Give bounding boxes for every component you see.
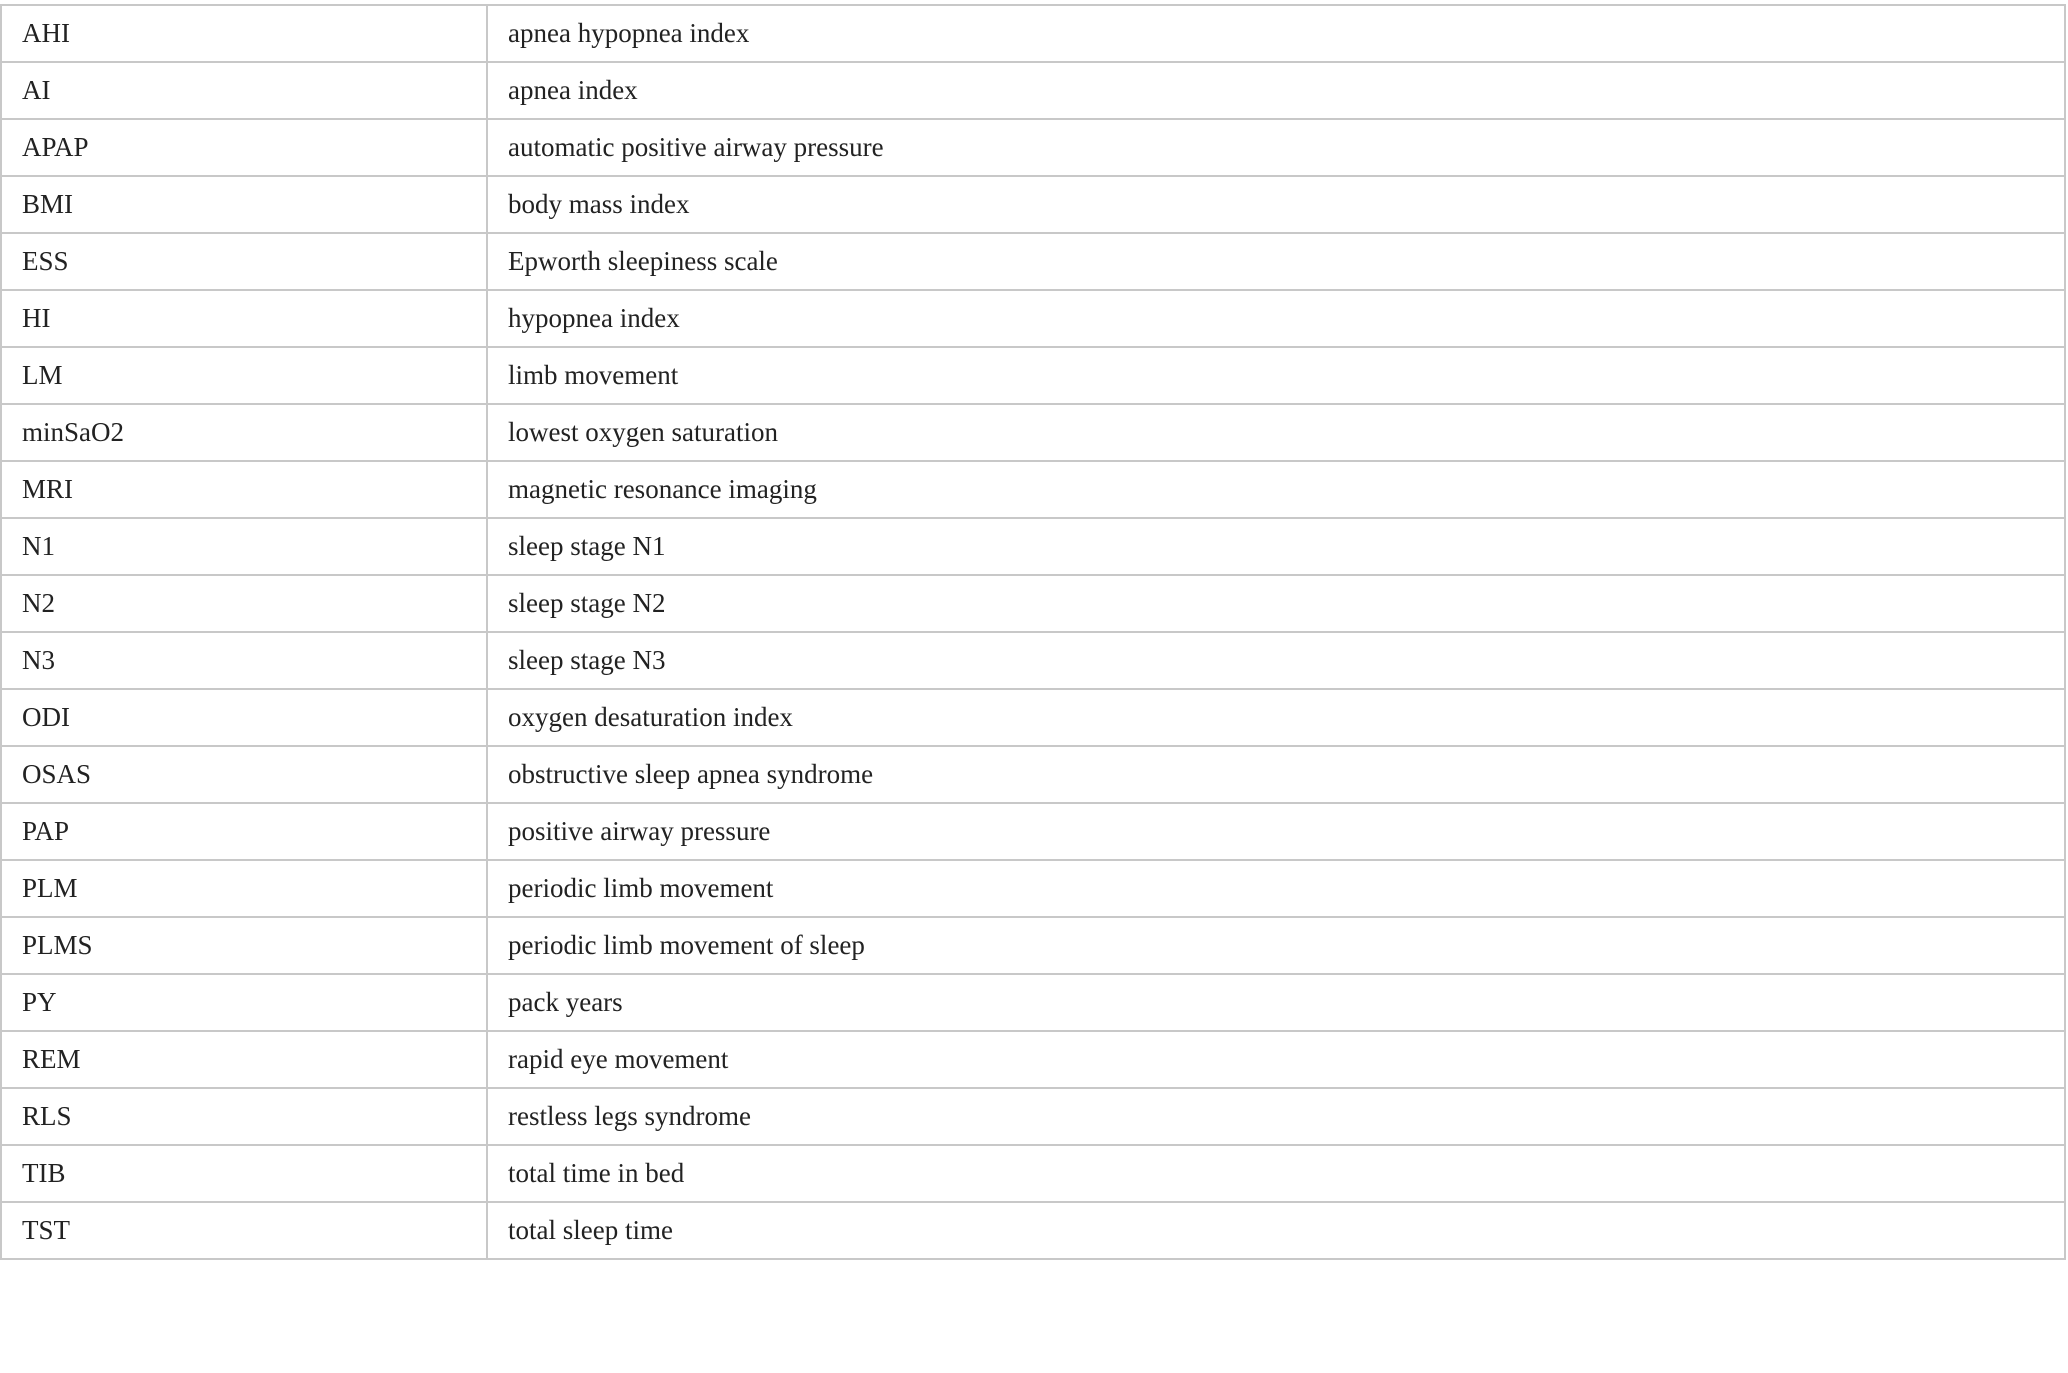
definition-cell: pack years xyxy=(487,974,2065,1031)
definition-cell: lowest oxygen saturation xyxy=(487,404,2065,461)
definition-cell: total sleep time xyxy=(487,1202,2065,1259)
table-row xyxy=(1,1145,2065,1202)
table-row xyxy=(1,575,2065,632)
table-row xyxy=(1,1031,2065,1088)
table-row xyxy=(1,62,2065,119)
definition-cell: sleep stage N1 xyxy=(487,518,2065,575)
table-row xyxy=(1,1088,2065,1145)
definition-cell: body mass index xyxy=(487,176,2065,233)
table-row xyxy=(1,518,2065,575)
table-row xyxy=(1,119,2065,176)
abbreviation-cell: REM xyxy=(1,1031,487,1088)
abbreviation-cell: N2 xyxy=(1,575,487,632)
table-row xyxy=(1,404,2065,461)
table-row xyxy=(1,5,2065,62)
table-row xyxy=(1,632,2065,689)
definition-cell: hypopnea index xyxy=(487,290,2065,347)
abbreviation-cell: HI xyxy=(1,290,487,347)
abbreviation-cell: OSAS xyxy=(1,746,487,803)
table-row xyxy=(1,803,2065,860)
abbreviation-cell: APAP xyxy=(1,119,487,176)
abbreviation-cell: ODI xyxy=(1,689,487,746)
table-row xyxy=(1,689,2065,746)
abbreviation-cell: N3 xyxy=(1,632,487,689)
definition-cell: periodic limb movement xyxy=(487,860,2065,917)
definition-cell: total time in bed xyxy=(487,1145,2065,1202)
abbreviation-cell: BMI xyxy=(1,176,487,233)
abbreviations-table xyxy=(0,4,2066,1260)
abbreviation-cell: PAP xyxy=(1,803,487,860)
table-row xyxy=(1,974,2065,1031)
definition-cell: periodic limb movement of sleep xyxy=(487,917,2065,974)
definition-cell: restless legs syndrome xyxy=(487,1088,2065,1145)
table-row xyxy=(1,461,2065,518)
table-row xyxy=(1,233,2065,290)
abbreviation-cell: TST xyxy=(1,1202,487,1259)
definition-cell: rapid eye movement xyxy=(487,1031,2065,1088)
table-row xyxy=(1,917,2065,974)
definition-cell: positive airway pressure xyxy=(487,803,2065,860)
definition-cell: apnea index xyxy=(487,62,2065,119)
abbreviation-cell: MRI xyxy=(1,461,487,518)
abbreviation-cell: PY xyxy=(1,974,487,1031)
abbreviations-table-body xyxy=(1,5,2065,1259)
abbreviation-cell: LM xyxy=(1,347,487,404)
table-row xyxy=(1,860,2065,917)
abbreviation-cell: AI xyxy=(1,62,487,119)
table-row xyxy=(1,746,2065,803)
definition-cell: apnea hypopnea index xyxy=(487,5,2065,62)
table-row xyxy=(1,347,2065,404)
definition-cell: sleep stage N2 xyxy=(487,575,2065,632)
table-row xyxy=(1,290,2065,347)
definition-cell: automatic positive airway pressure xyxy=(487,119,2065,176)
abbreviation-cell: PLMS xyxy=(1,917,487,974)
table-row xyxy=(1,1202,2065,1259)
definition-cell: Epworth sleepiness scale xyxy=(487,233,2065,290)
definition-cell: obstructive sleep apnea syndrome xyxy=(487,746,2065,803)
definition-cell: sleep stage N3 xyxy=(487,632,2065,689)
abbreviation-cell: N1 xyxy=(1,518,487,575)
abbreviation-cell: ESS xyxy=(1,233,487,290)
definition-cell: limb movement xyxy=(487,347,2065,404)
abbreviation-cell: PLM xyxy=(1,860,487,917)
abbreviation-cell: AHI xyxy=(1,5,487,62)
definition-cell: magnetic resonance imaging xyxy=(487,461,2065,518)
definition-cell: oxygen desaturation index xyxy=(487,689,2065,746)
abbreviation-cell: TIB xyxy=(1,1145,487,1202)
abbreviation-cell: minSaO2 xyxy=(1,404,487,461)
abbreviation-cell: RLS xyxy=(1,1088,487,1145)
table-row xyxy=(1,176,2065,233)
